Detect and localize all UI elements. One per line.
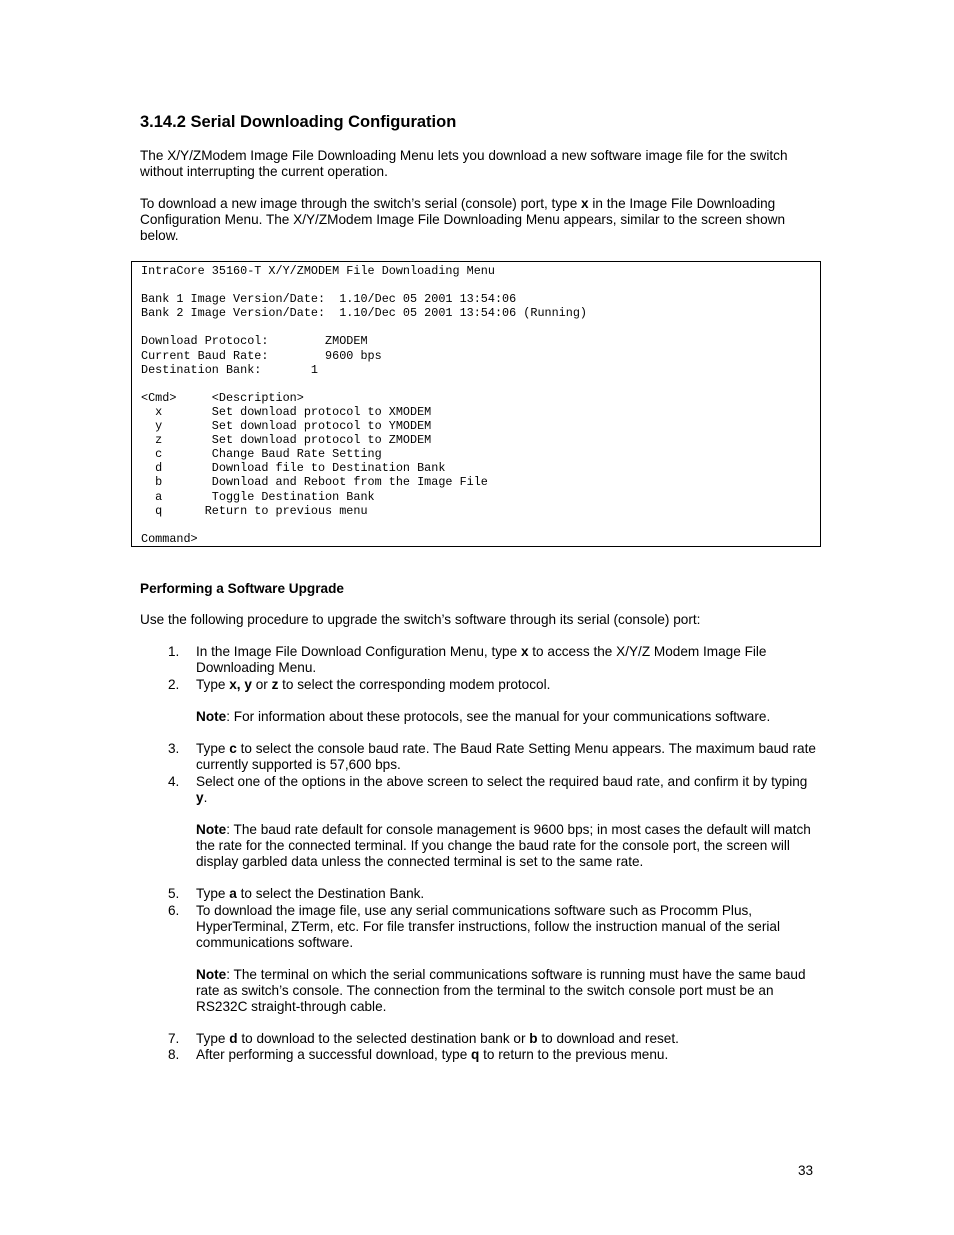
step-text-a: Type [196, 886, 230, 901]
step-text-a: Type [196, 741, 230, 756]
step-text [196, 1047, 816, 1063]
step-text-b: to return to the previous menu. [479, 1047, 669, 1062]
step-text [196, 886, 816, 902]
step-key: c [229, 741, 237, 756]
step-text-c: to select the corresponding modem protocol. [278, 677, 551, 692]
note-label: Note [196, 822, 227, 837]
step-text [196, 644, 816, 676]
step-key: q [471, 1047, 480, 1062]
step-number: 2. [168, 677, 180, 692]
step-text-b: to select the console baud rate. The Baud Rate Setting Menu appears. The maximum baud rate currently supported is 57,600 bps. [196, 741, 816, 773]
step-key: a [229, 886, 237, 901]
step-text [196, 774, 816, 806]
terminal-text: IntraCore 35160-T X/Y/ZMODEM File Downloading Menu Bank 1 Image Version/Date: 1.10/Dec 05 2001 13:54:06 Bank 2 Image Version/Date: 1.10/Dec 05 2001 13:54:06 (Running) Download Protocol: ZMODEM Current Baud Rate: 9600 bps Destination Bank: 1 <Cmd> <Description> x Set download protocol to XMODEM y Set download protocol to YMODEM z Set download protocol to ZMODEM c Change Baud Rate Setting d Download file to Destination Bank b Download and Reboot from the Image File a Toggle Destination Bank q Return to previous menu Command> [141, 264, 587, 546]
step-text: To download the image file, use any serial communications software such as Procomm Plus, HyperTerminal, ZTerm, etc. For file transfer instructions, follow the instruction manual of the serial communications software. [196, 903, 780, 951]
step-key-2: z [271, 677, 279, 692]
step-text-c: to download and reset. [537, 1031, 679, 1046]
step-number: 6. [168, 903, 180, 918]
step-text-a: After performing a successful download, type [196, 1047, 472, 1062]
step-number: 5. [168, 886, 180, 901]
note [196, 709, 820, 725]
note [196, 967, 820, 1016]
step-text [196, 1031, 816, 1047]
upgrade-title: Performing a Software Upgrade [140, 581, 344, 596]
intro-paragraph: The X/Y/ZModem Image File Downloading Menu lets you download a new software image file for the switch without interrupting the current operation. [140, 148, 788, 180]
note-label: Note [196, 709, 227, 724]
step-key: y [196, 790, 204, 806]
step-text-b: to select the Destination Bank. [236, 886, 425, 901]
step-text [196, 677, 816, 693]
upgrade-intro: Use the following procedure to upgrade the switch’s software through its serial (console) port: [140, 612, 701, 627]
note-text: : The baud rate default for console management is 9600 bps; in most cases the default will match the rate for the connected terminal. If you change the baud rate for the console port, the screen will display garbled data unless the connected terminal is set to the same rate. [196, 822, 811, 870]
step-text [196, 741, 816, 773]
step-text-b: to access the X/Y/Z Modem Image File Downloading Menu. [196, 644, 767, 676]
step-key: x [520, 644, 529, 659]
step-key-2: b [529, 1031, 538, 1046]
step-text-a: In the Image File Download Configuration Menu, type [196, 644, 521, 659]
step-text-a: Type [196, 677, 230, 692]
download-paragraph-text-a: To download a new image through the switch’s serial (console) port, type [140, 196, 582, 211]
step-number: 1. [168, 644, 180, 659]
section-title: 3.14.2 Serial Downloading Configuration [140, 113, 457, 131]
note-text: : The terminal on which the serial communications software is running must have the same baud rate as switch’s console. The connection from the terminal to the switch console port must be an RS232C straight-through cable. [196, 967, 806, 1015]
step-number: 7. [168, 1031, 180, 1046]
step-number: 3. [168, 741, 180, 756]
download-paragraph-text-b: in the Image File Downloading Configuration Menu. The X/Y/ZModem Image File Downloading Menu appears, similar to the screen shown below. [140, 196, 786, 244]
step-key: d [229, 1031, 238, 1046]
step-text-a: Type [196, 1031, 230, 1046]
note-text: : For information about these protocols, see the manual for your communications software. [226, 709, 771, 724]
terminal-screen [131, 261, 821, 547]
note-label: Note [196, 967, 227, 982]
step-text-b: . [203, 790, 208, 806]
step-number: 8. [168, 1047, 180, 1062]
step-text-b: or [251, 677, 272, 692]
download-paragraph-key: x [581, 196, 589, 211]
step-number: 4. [168, 774, 180, 789]
step-key: x, y [229, 677, 252, 692]
step-text-b: to download to the selected destination bank or [237, 1031, 530, 1046]
page-number: 33 [798, 1163, 814, 1178]
step-text-a: Select one of the options in the above screen to select the required baud rate, and confirm it by typing [196, 774, 808, 789]
note [196, 822, 820, 871]
download-paragraph [140, 196, 820, 245]
